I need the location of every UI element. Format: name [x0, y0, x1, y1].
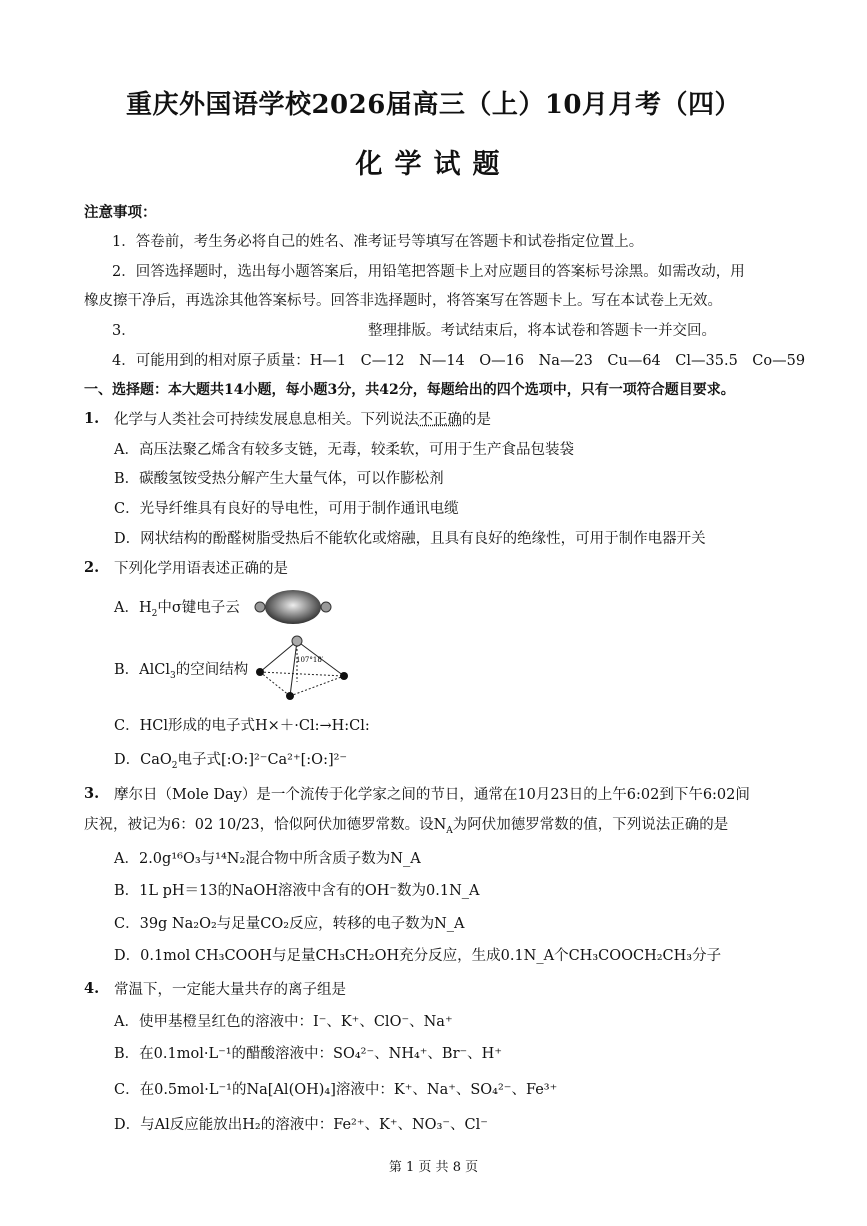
- q4-option-c: C．在0.5mol·L⁻¹的Na[Al(OH)₄]溶液中：K⁺、Na⁺、SO₄²⁻、Fe³⁺: [114, 1082, 558, 1098]
- q1-option-d: D．网状结构的酚醛树脂受热后不能软化或熔融，且具有良好的绝缘性，可用于制作电器开关: [114, 531, 706, 547]
- q1-option-a: A．高压法聚乙烯含有较多支链，无毒，较柔软，可用于生产食品包装袋: [114, 442, 574, 458]
- bond-angle-label: 107°18′: [296, 656, 324, 664]
- school-title: 重庆外国语学校2026届高三（上）10月月考（四）: [125, 90, 742, 120]
- note-4: 4．可能用到的相对原子质量：H—1 C—12 N—14 O—16 Na—23 Cu—64 Cl—35.5 Co—59: [112, 353, 806, 369]
- q2-number: 2.: [84, 559, 100, 576]
- q3-option-c: C．39g Na₂O₂与足量CO₂反应，转移的电子数为N_A: [114, 916, 465, 932]
- q2-option-b: B．AlCl$_3$的空间结构: [114, 662, 249, 681]
- note-3a: 3．: [112, 323, 136, 339]
- q2-stem: 下列化学用语表述正确的是: [114, 561, 288, 577]
- q4-option-a: A．使甲基橙呈红色的溶液中：I⁻、K⁺、ClO⁻、Na⁺: [114, 1014, 453, 1030]
- q1-stem: 化学与人类社会可持续发展息息相关。下列说法不正确的是: [114, 412, 491, 428]
- q1-number: 1.: [84, 410, 100, 427]
- q3-stem-2: 庆祝，被记为6：02 10/23，恰似阿伏加德罗常数。设$N_A$为阿伏加德罗常数的值，下列说法正确的是: [84, 817, 729, 836]
- sigma-bond-electron-cloud-figure: [254, 587, 332, 627]
- q4-option-d: D．与Al反应能放出H₂的溶液中：Fe²⁺、K⁺、NO₃⁻、Cl⁻: [114, 1117, 488, 1133]
- alcl3-structure-figure: [252, 632, 356, 704]
- q1-option-c: C．光导纤维具有良好的导电性，可用于制作通讯电缆: [114, 501, 459, 517]
- q3-stem-1: 摩尔日（Mole Day）是一个流传于化学家之间的节日，通常在10月23日的上午6:02到下午6:02间: [114, 787, 750, 803]
- hcl-formation-formula: H×＋·Cl:→H:Cl:: [254, 718, 370, 734]
- q2-option-c: C．HCl形成的电子式H×＋·Cl:→H:Cl:: [114, 718, 370, 734]
- note-2b: 橡皮擦干净后，再选涂其他答案标号。回答非选择题时，将答案写在答题卡上。写在本试卷上无效。: [84, 293, 722, 309]
- q2-option-a: A．$H_2$中σ键电子云: [114, 600, 240, 619]
- q4-number: 4.: [84, 980, 100, 997]
- notes-heading: 注意事项：: [84, 204, 157, 221]
- page-footer: 第 1 页 共 8 页: [388, 1160, 479, 1175]
- q1-option-b: B．碳酸氢铵受热分解产生大量气体，可以作膨松剂: [114, 471, 444, 487]
- q4-option-b: B．在0.1mol·L⁻¹的醋酸溶液中：SO₄²⁻、NH₄⁺、Br⁻、H⁺: [114, 1046, 502, 1062]
- q4-stem: 常温下，一定能大量共存的离子组是: [114, 982, 346, 998]
- note-1: 1．答卷前，考生务必将自己的姓名、准考证号等填写在答题卡和试卷指定位置上。: [112, 234, 644, 250]
- q3-option-a: A．2.0g¹⁶O₃与¹⁴N₂混合物中所含质子数为N_A: [114, 851, 421, 867]
- section-1-heading: 一、选择题：本大题共14小题，每小题3分，共42分，每题给出的四个选项中，只有一项符合题目要求。: [84, 382, 735, 398]
- q3-option-b: B．1L pH＝13的NaOH溶液中含有的OH⁻数为0.1N_A: [114, 883, 480, 899]
- q3-option-d: D．0.1mol CH₃COOH与足量CH₃CH₂OH充分反应，生成0.1N_A个CH₃COOCH₂CH₃分子: [114, 948, 722, 964]
- q3-number: 3.: [84, 785, 100, 802]
- cao2-electron-formula: [:O:]²⁻Ca²⁺[:O:]²⁻: [221, 752, 348, 768]
- q2-option-d: D．CaO$_2$电子式[:O:]²⁻Ca²⁺[:O:]²⁻: [114, 752, 348, 771]
- note-3b: 整理排版。考试结束后，将本试卷和答题卡一并交回。: [368, 323, 716, 339]
- note-2a: 2．回答选择题时，选出每小题答案后，用铅笔把答题卡上对应题目的答案标号涂黑。如需改动，用: [112, 264, 745, 280]
- subject-title: 化学试题: [355, 149, 512, 180]
